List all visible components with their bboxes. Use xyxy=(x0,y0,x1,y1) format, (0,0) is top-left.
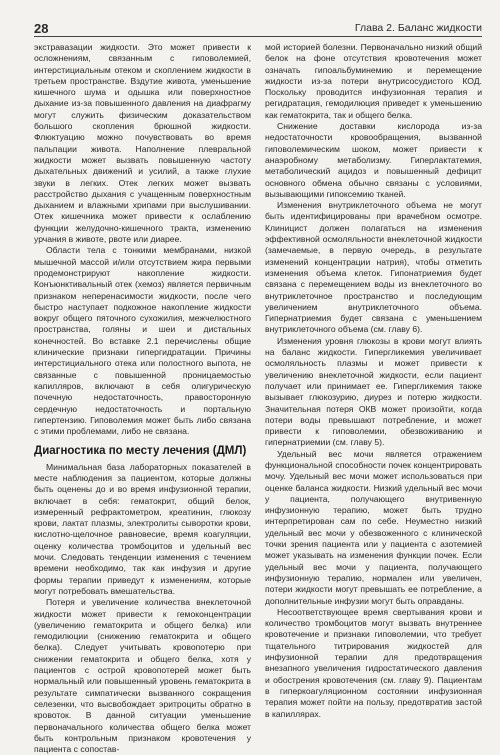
page-header xyxy=(34,14,482,37)
text-columns xyxy=(34,42,482,755)
paragraph: Удельный вес мочи является отражением функциональной способности почек концентрировать мочу. Удельный вес мочи может использоваться при оценке баланса жидкости. Низкий удельный вес мочи у пациента, получающего внутривенную инфузионную терапию, может быть трудно интерпретирован сам по себе. Неуместно низкий удельный вес мочи у обезвоженного с клинической точки зрения пациента или у пациента с азотемией может указывать на изменения функции почек. Если удельный вес мочи у пациента, получающего инфузионную терапию, нормален или увеличен, потери жидкости могут превышать ее потребление, а дополнительные инфузии могут быть оправданы. xyxy=(265,448,482,606)
paragraph: Снижение доставки кислорода из-за недостаточности кровообращения, вызванной гиповолемическим шоком, может привести к анаэробному метаболизму. Гиперлактатемия, метаболический ацидоз и повышенный дефицит основного обмена обычно связаны с условиями, вызывающими гипоксемию тканей. xyxy=(265,121,482,199)
paragraph: Области тела с тонкими мембранами, низкой мышечной массой и/или отсутствием жира первыми продемонстрируют накопление жидкости. Конъюнктивальный отек (хемоз) является первичным признаком неперенасимости жидкости, после чего быстро наступает подкожное накопление жидкости вокруг общего пяточного сухожилия, межчелюстного пространства, голяны и шеи и дистальных конечностей. Во вставке 2.1 перечислены общие клинические признаки гипергидратации. Причины интерстициального отека или полостного выпота, не связанные с повышенной проницаемостью капилляров, включают в себя олигурическую почечную недостаточность, правосторонную сердечную недостаточность и портальную гипертензию. Гиповолемия может быть либо связана с этими проблемами, либо не связана. xyxy=(34,245,251,437)
paragraph: Изменения уровня глюкозы в крови могут влиять на баланс жидкости. Гипергликемия увеличивает осмоляльность плазмы и может привести к увеличению внеклеточной жидкости, если пациент получает или принимает еe. Гипергликемия также вызывает глюкозурию, диурез и потерю жидкости. Значительная потеря ОКВ может произойти, когда потери воды превышают потребление, и может привести к гиповолемии, обезвоживанию и гипернатриемии (см. главу 5). xyxy=(265,335,482,448)
left-column xyxy=(34,42,251,755)
paragraph: Потеря и увеличение количества внеклеточной жидкости может привести к гемоконцентрации (увеличению гематокрита и общего белка) или гемодилюции (снижению гематокрита и общего белка). Следует учитывать кровопотерю при снижении гематокрита и общего белка, хотя у пациентов с острой кровопотерей может быть нормальный или повышенный уровень гематокрита в результате симпатически вызванного сокращения селезенки, что высвобождает эритроциты обратно в кровоток. В данной ситуации уменьшение первоначального количества общего белка может быть контрольным признаком кровотечения у пациента с сопостав- xyxy=(34,597,251,755)
paragraph: экстравазации жидкости. Это может привести к осложнениям, связанным с гиповолемией, интерстициальным отеком и скоплением жидкости в третьем пространстве. Вздутие живота, уменьшение кишечного шума и одышка или поверхностное дыхание из-за повышенного давления на диафрагму могут служить физическим доказательством большого скопления брюшной жидкости. Флюктуацию можно почувствовать во время пальпации живота. Наполнение плевральной жидкости может вызвать повышенную частоту дыхательных движений и усилий, а также глухие звуки в легких. Отек легких может вызвать расстройство дыхания с учащенным поверхностным дыханием и влажными хрипами при выслушивании. Отек кишечника может привести к ослаблению функции желудочно-кишечного тракта, изменению урчания в животе, рвоте или диарее. xyxy=(34,42,251,245)
paragraph: Изменения внутриклеточного объема не могут быть идентифицированы при врачебном осмотре. Клиницист должен полагаться на изменения эффективной осмоляльности внеклеточной жидкости (замечаемые, в первую очередь, в результате изменений концентрации натрия), чтобы отметить изменения объема клеток. Гипонатриемия будет связана с перемещением воды из внеклеточного во внутриклеточное пространство и последующим увеличением внутриклеточного объема. Гипернатриемия будет связана с уменьшением внутриклеточного объема (см. главу 6). xyxy=(265,200,482,335)
chapter-title: Глава 2. Баланс жидкости xyxy=(354,22,482,34)
right-column xyxy=(265,42,482,742)
paragraph: мой историей болезни. Первоначально низкий общий белок на фоне отсутствия кровотечения может означать гипоальбуминемию и перемещение жидкости из-за потери внутрисосудистого КОД. Поскольку проводится инфузионная терапия и регидратация, гемодилюция приведет к уменьшению как гематокрита, так и общего белка. xyxy=(265,42,482,120)
paragraph: Несоответствующее время свертывания крови и количество тромбоцитов могут вызвать внутреннее кровотечение и признаки гиповолемии, что требует тщательного титрирования жидкостей для инфузионной терапии для предотвращения внезапного увеличения гидростатического давления и обострения кровотечения (см. главу 9). Пациентам в гиперкоагуляционном состоянии инфузионная терапия может пойти на пользу, предотвратив застой в капиллярах. xyxy=(265,606,482,719)
paragraph: Минимальная база лабораторных показателей в месте наблюдения за пациентом, которые должны быть оценены до и во время инфузионной терапии, включает в себя: гематокрит, общий белок, измеренный рефрактометром, креатинин, глюкозу крови, лактат плазмы, электролиты сыворотки крови, кислотно-щелочное равновесие, время коагуляции, оценку количества тромбоцитов и удельный вес мочи. Следовать тенденции изменения с течением времени необходимо, так как инфузия и другие формы терапии приведут к изменениям, которые могут потребовать вмешательства. xyxy=(34,461,251,596)
page-number: 28 xyxy=(34,21,49,36)
section-heading: Диагностика по месту лечения (ДМЛ) xyxy=(34,445,247,458)
